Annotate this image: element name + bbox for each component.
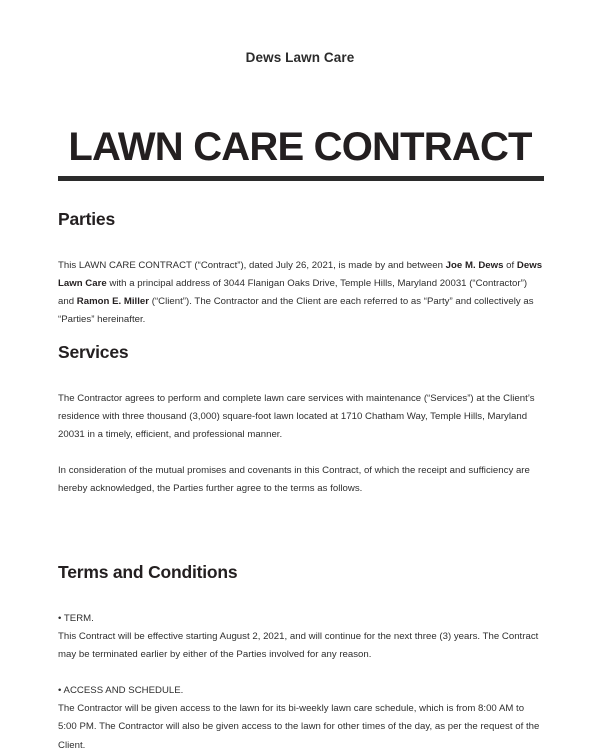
bullet-icon: • xyxy=(58,685,64,697)
terms-and-conditions-section xyxy=(58,560,544,755)
terms-heading: Terms and Conditions xyxy=(58,562,238,582)
services-heading: Services xyxy=(58,342,129,362)
company-name-header: Dews Lawn Care xyxy=(245,50,355,65)
services-paragraph-1: The Contractor agrees to perform and complete lawn care services with maintenance (“Services”) at the Client’s residence with three thousand (3,000) square-foot lawn located at 1710 Chatham Way, Temple Hills, Maryland 20031 in a timely, efficient, and professional manner. xyxy=(58,393,535,441)
parties-text-1: This LAWN CARE CONTRACT (“Contract”), dated July 26, 2021, is made by and between xyxy=(58,260,446,271)
page-title: LAWN CARE CONTRACT xyxy=(68,124,532,169)
bullet-icon: • xyxy=(58,613,64,624)
contractor-company-name: Dews Lawn Care xyxy=(58,260,543,290)
parties-text-2: of xyxy=(503,260,517,271)
parties-section xyxy=(58,207,544,329)
clause-body-text: The Contractor will be given access to the lawn for its bi-weekly lawn care schedule, which is from 8:00 AM to 5:00 PM. The Contractor will also be given access to the lawn for other times of the day, as per the request of the Client. xyxy=(58,703,540,751)
clause-list xyxy=(58,610,544,755)
clause-item xyxy=(58,610,544,664)
services-section xyxy=(58,340,544,498)
client-name: Ramon E. Miller xyxy=(76,296,150,308)
parties-text-3: with a principal address of 3044 Flanigan Oaks Drive, Temple Hills, Maryland 20031 (“Contractor”) and xyxy=(58,278,528,308)
clause-label xyxy=(58,682,544,700)
clause-body-text: This Contract will be effective starting August 2, 2021, and will continue for the next three (3) years. The Contract may be terminated earlier by either of the Parties involved for any reason. xyxy=(58,631,539,661)
clause-label xyxy=(58,610,544,628)
clause-item xyxy=(58,682,544,754)
title-divider-rule xyxy=(58,176,544,181)
parties-text-4: (“Client”). The Contractor and the Client are each referred to as “Party” and collectively as “Parties” hereinafter. xyxy=(58,296,534,326)
parties-heading: Parties xyxy=(58,209,115,229)
parties-paragraph xyxy=(58,257,544,329)
clause-label-text: TERM. xyxy=(63,613,94,624)
contractor-name: Joe M. Dews xyxy=(445,260,504,271)
services-paragraph-2: In consideration of the mutual promises and covenants in this Contract, of which the receipt and sufficiency are hereby acknowledged, the Parties further agree to the terms as follows. xyxy=(58,465,530,495)
clause-label-text: ACCESS AND SCHEDULE. xyxy=(63,685,184,697)
